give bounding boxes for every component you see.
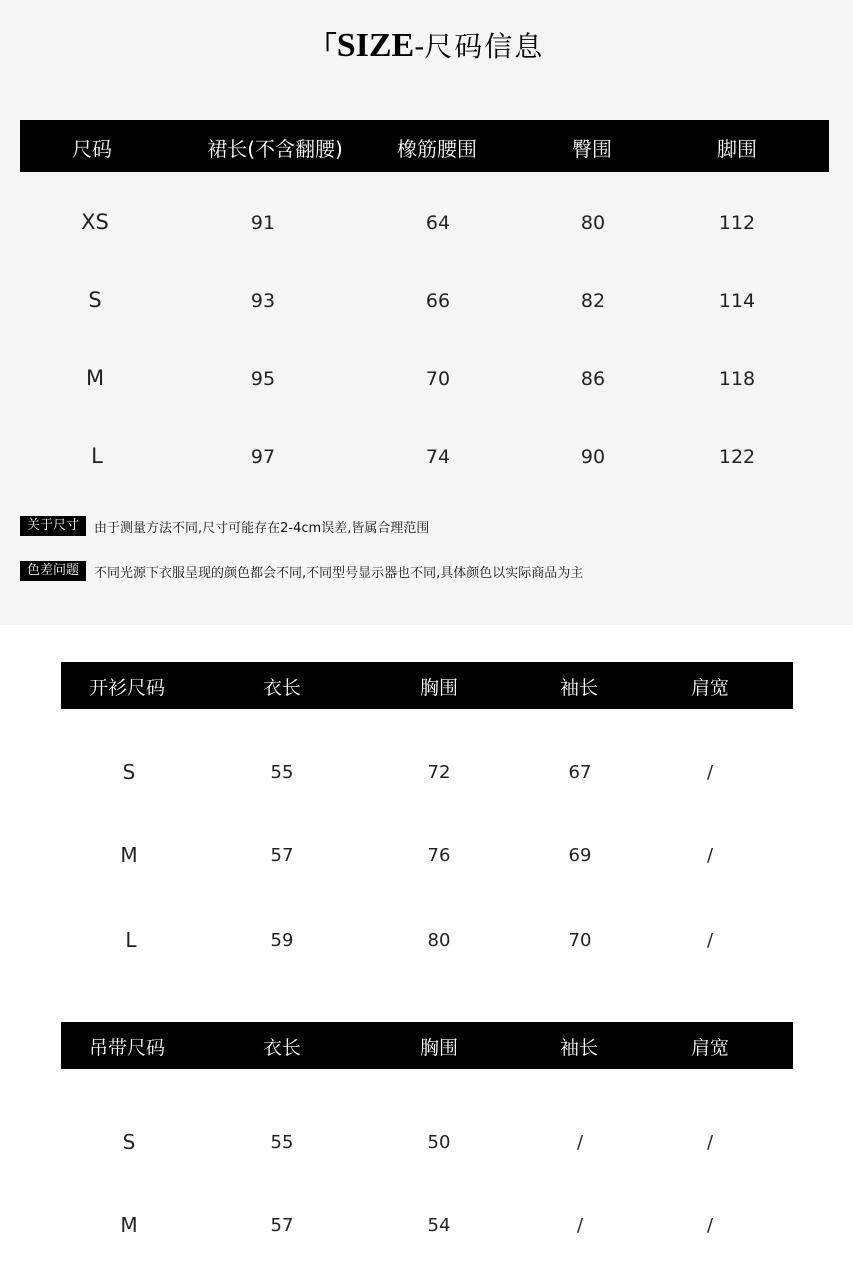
cardigan-row-value: 70 [568, 930, 592, 951]
skirt-row-value: 95 [250, 368, 276, 390]
cardigan-header-size: 开衫尺码 [88, 677, 166, 699]
skirt-row-value: 122 [718, 446, 756, 468]
skirt-row-value: 66 [425, 290, 451, 312]
skirt-row-value: 80 [580, 212, 606, 234]
camisole-row-value: / [706, 1132, 714, 1153]
skirt-header-hem: 脚围 [717, 137, 757, 161]
skirt-row-value: 114 [718, 290, 756, 312]
cardigan-header-sleeve: 袖长 [559, 677, 599, 699]
skirt-row-value: 97 [250, 446, 276, 468]
skirt-row-size: L [91, 444, 103, 468]
camisole-row-value: / [706, 1215, 714, 1236]
cardigan-row-value: 57 [270, 845, 294, 866]
skirt-row-value: 90 [580, 446, 606, 468]
skirt-row-value: 118 [718, 368, 756, 390]
camisole-header-shoulder: 肩宽 [690, 1037, 730, 1059]
note-tag: 关于尺寸 [20, 516, 86, 536]
skirt-row-value: 91 [250, 212, 276, 234]
skirt-row-value: 82 [580, 290, 606, 312]
skirt-header-hip: 臀围 [572, 137, 612, 161]
camisole-header-sleeve: 袖长 [559, 1037, 599, 1059]
camisole-row-value: / [576, 1215, 584, 1236]
title-dash: - [414, 30, 425, 63]
camisole-row-value: / [576, 1132, 584, 1153]
skirt-header-length: 裙长(不含翻腰) [207, 137, 343, 161]
skirt-row-size: XS [81, 210, 109, 234]
cardigan-row-value: 69 [568, 845, 592, 866]
skirt-row-value: 112 [718, 212, 756, 234]
camisole-header-chest: 胸围 [419, 1037, 459, 1059]
cardigan-header-chest: 胸围 [419, 677, 459, 699]
cardigan-header-length: 衣长 [262, 677, 302, 699]
camisole-row-value: 57 [270, 1215, 294, 1236]
skirt-header-size: 尺码 [72, 137, 112, 161]
cardigan-row-value: / [706, 845, 714, 866]
cardigan-row-value: 76 [427, 845, 451, 866]
skirt-row-value: 74 [425, 446, 451, 468]
cardigan-row-value: / [706, 762, 714, 783]
title-bracket: 「 [308, 30, 337, 63]
camisole-row-size: M [120, 1213, 138, 1237]
note-text: 由于测量方法不同,尺寸可能存在2-4cm误差,皆属合理范围 [94, 520, 430, 536]
camisole-row-value: 50 [427, 1132, 451, 1153]
cardigan-header-shoulder: 肩宽 [690, 677, 730, 699]
cardigan-row-size: L [125, 928, 137, 952]
note-tag: 色差问题 [20, 561, 86, 581]
cardigan-row-size: S [122, 760, 136, 784]
camisole-header-size: 吊带尺码 [88, 1037, 166, 1059]
note-text: 不同光源下衣服呈现的颜色都会不同,不同型号显示器也不同,具体颜色以实际商品为主 [94, 565, 584, 581]
cardigan-row-value: 55 [270, 762, 294, 783]
camisole-header-length: 衣长 [262, 1037, 302, 1059]
cardigan-row-value: 80 [427, 930, 451, 951]
skirt-row-size: M [85, 366, 105, 390]
skirt-row-value: 93 [250, 290, 276, 312]
title-size: SIZE [336, 27, 415, 64]
cardigan-row-size: M [120, 843, 138, 867]
cardigan-row-value: 67 [568, 762, 592, 783]
skirt-row-value: 86 [580, 368, 606, 390]
camisole-row-value: 54 [427, 1215, 451, 1236]
cardigan-row-value: 72 [427, 762, 451, 783]
cardigan-row-value: / [706, 930, 714, 951]
camisole-row-size: S [122, 1130, 136, 1154]
title-chinese: 尺码信息 [424, 30, 545, 63]
skirt-row-value: 70 [425, 368, 451, 390]
skirt-row-value: 64 [425, 212, 451, 234]
camisole-row-value: 55 [270, 1132, 294, 1153]
skirt-row-size: S [88, 288, 102, 312]
cardigan-row-value: 59 [270, 930, 294, 951]
skirt-header-waist: 橡筋腰围 [397, 137, 477, 161]
